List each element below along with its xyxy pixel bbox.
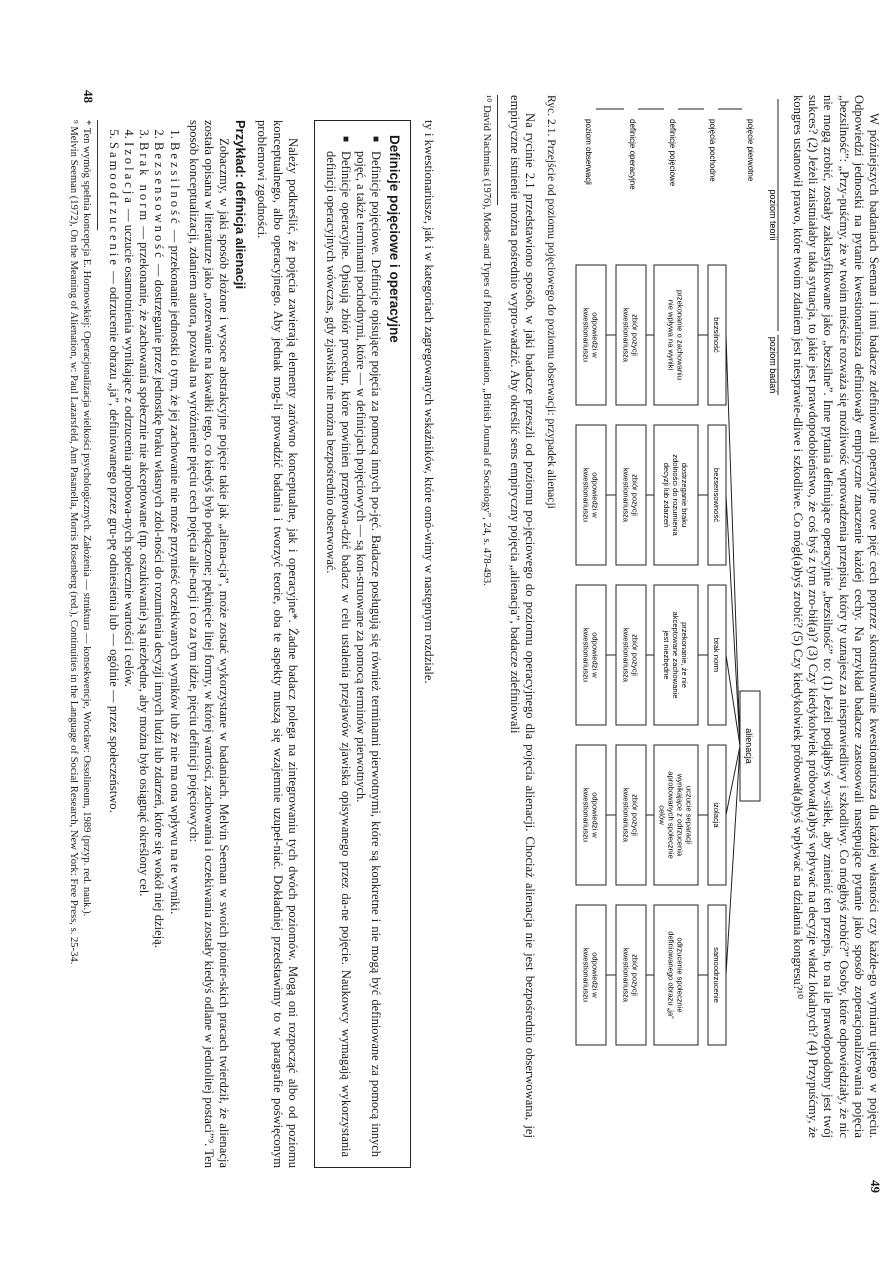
conceptual-def-text: odrzucenie społeczniedefiniowanego obrazu „ja” [666, 931, 685, 1019]
root-label: alienacja [743, 728, 754, 764]
list-text: — uczucie osamotnienia wynikające z odrzucenia aprobowa-nych społecznie wartości i celów. [121, 205, 136, 687]
page-48 [0, 0, 446, 1263]
footnote-rule [97, 120, 98, 230]
dimension-text: samoodrzucenie [711, 947, 721, 1003]
footnote-rule [497, 95, 498, 205]
conceptual-def-text: uczucie separacjiwynikające z odrzuceniaaprobowanych społeczniecelów [657, 771, 694, 859]
list-item [166, 142, 181, 1168]
definitions-list [323, 135, 383, 1157]
operational-def-text: zbiór pozycjikwestionariusza [621, 627, 640, 683]
level-data-label: poziom badań [767, 336, 778, 394]
list-term: Bezsilność [167, 142, 182, 227]
conceptual-def-text: przekonanie, że nieakceptowane zachowaniejest niezbędne [661, 611, 689, 699]
definition-conceptual: ■ Definicje pojęciowe. Definicje opisujące pojęcia za pomocą innych po-jęć. Badacze posługują się również terminami pierwotnymi, które są konkretne i nie mogą być definiowane za pomocą innych pojęć, a także terminami pochodnymi, które — w definicjach pojęciowych — są kon-struowane za pomocą terminów pierwotnych. [353, 151, 383, 1157]
observation-text: odpowiedzi wkwestionariuszu [581, 787, 600, 843]
list-term: Izolacja [121, 142, 136, 206]
observation-text: odpowiedzi wkwestionariuszu [581, 947, 600, 1003]
observation-text: odpowiedzi wkwestionariuszu [581, 627, 600, 683]
list-text: — przekonanie jednostki o tym, że jej zachowanie nie może przynieść oczekiwanych wyników lub że nie ma ona wpływu na te wyniki. [167, 226, 182, 915]
label-observation: poziom obserwacji [583, 119, 593, 185]
list-item [106, 142, 121, 1168]
list-term: Brak norm [137, 142, 152, 224]
footnote: * Ten wymóg spełnia koncepcja E. Hornowskiej: Operacjonalizacja wielkości psychologicznych. Założenia — struktura — konsekwencje, Wrocław: Ossolineum, 1989 (przyp. red. nauk.). [80, 120, 92, 917]
box-title: Definicje pojęciowe i operacyjne [386, 135, 402, 343]
body-paragraph: Zobaczmy, w jaki sposób złożone i wysoce abstrakcyjne pojęcie takie jak „aliena-cja”, może zostać wykorzystane w badaniach. Melvin Seeman w swoich pionier-skich pracach twierdził, że alienacja została opisana w literaturze jako „rozerwanie na kawałki tego, co kiedyś było połączone; pęknięcie litej formy, w której wartości, zachowania i oczekiwania zostały kiedyś odlane w jednolitej postaci”⁹. Ten sposób konceptualizacji, zdaniem autora, pozwala na wyróżnienie pięciu cech pojęcia alie-nacji i co za tym idzie, pięciu definicji pojęciowych: [186, 120, 232, 1168]
list-text: — dostrzeganie przez jednostkę braku własnych zdol-ności do rozumienia decyzji innych ludzi lub zdarzeń, które się wokół niej dzieją. [152, 260, 167, 948]
operational-def-text: zbiór pozycjikwestionariusza [621, 787, 640, 843]
figure-alienation-diagram [564, 95, 782, 1138]
label-operational: definicje operacyjne [627, 119, 637, 190]
page-49 [447, 0, 893, 1263]
section-heading: Przykład: definicja alienacji [233, 120, 249, 290]
operational-def-text: zbiór pozycjikwestionariusza [621, 947, 640, 1003]
page-number: 49 [868, 1180, 883, 1193]
body-paragraph: W późniejszych badaniach Seeman i inni badacze zdefiniowali operacyjne owe pięć cech poprzez skonstruowanie kwestionariusza dla każdej własności czy każde-go wymiaru ujętego w pojęciu. Odpowiedzi jednostki na pytanie kwestionariusza definiowały empiryczne znaczenie każdej cechy. Na przykład badacze zastosowali następujące pytanie jako sposób zoperacjonalizowania pojęcia „bezsilność”: „Przy-puśćmy, że w twoim mieście rozważa się możliwość wprowadzenia przepisu, który ty uznajesz za niesprawiedliwy i szkodliwy. Co mógłbyś zrobić?” Osoby, które odpowiedziały, że nic nie mogą zrobić, zostały zaklasyfikowane jako „bezsilne”. Inne pytania definiujące operacyjnie „bezsilność” to: (1) Jeżeli podjąłbyś wy-siłek, aby zmienić ten przepis, to na ile prawdopodobny jest twój sukces? (2) Jeżeli zaistniałaby taka sytuacja, to jakie jest prawdopodobieństwo, że coś byś z tym zro-bił(a)? (3) Czy kiedykolwiek próbował(a)byś wpływać na decyzje władz lokalnych? (4) Przypuśćmy, że kongres ustanowił prawo, które twoim zdaniem jest niesprawie-dliwe i szkodliwe. Co mógł(a)byś zrobić? (5) Czy kiedykolwiek próbował(a)byś wpływać na działania kongresu?¹⁰ [790, 95, 881, 1138]
label-primitive: pojęcie pierwotne [745, 119, 755, 182]
diagram-columns [576, 265, 740, 1045]
dimension-text: bezsensowność [711, 467, 721, 523]
definitions-box [314, 120, 411, 1168]
definition-operational: ■ Definicje operacyjne. Opisują zbiór procedur, które powinien przeprowa-dzić badacz w celu ustalenia przejawów zjawiska opisywanego przez da-ne pojęcie. Naukowcy wymagają wykorzystania definicji operacyjnych wówczas, gdy zjawiska nie można bezpośrednio obserwować. [323, 151, 353, 1157]
conceptual-def-text: dostrzeganie brakuzdolności do rozumieniadecyzji lub zdarzeń [661, 454, 689, 536]
list-term: Bezsensowność [152, 142, 167, 261]
list-item [136, 142, 151, 1168]
alienation-list [106, 120, 182, 1168]
alienation-diagram [564, 95, 782, 1135]
dimension-text: bezsilność [711, 317, 721, 353]
intro-paragraph: ty i kwestionariusze, jak i w kategoriach zagregowanych wskaźników, które omó-wimy w następnym rozdziale. [422, 120, 436, 684]
body-paragraph: Należy podkreślić, że pojęcia zawierają elementy zarówno konceptualne, jak i operacyjne*. Żadne badacz polega na zintegrowaniu tych dwóch poziomów. Mogą oni rozpocząć albo od poziomu konceptualnego, albo operacyjnego. Aby jednak mog-li prowadzić badania i tworzyć teorie, oba te aspekty muszą się wzajemnie uzupeł-niać. Dokładniej przedstawimy to w paragrafie poświęconym problemowi zgodności. [255, 120, 300, 1168]
label-derived: pojęcia pochodne [707, 119, 717, 182]
label-conceptual: definicje pojęciowe [667, 119, 677, 187]
list-item [151, 142, 166, 1168]
operational-def-text: zbiór pozycjikwestionariusza [621, 467, 640, 523]
list-text: — przekonanie, że zachowania społecznie nie akceptowane (np. oszukiwanie) są niezbędne, aby można było osiągnąć określony cel. [137, 223, 152, 897]
conceptual-def-text: przekonanie o zachowaniunie wpływa na wyniki [666, 290, 685, 380]
list-item [121, 142, 136, 1168]
list-text: — odrzucenie obrazu „ja”, definiowanego przez gru-pę odniesienia lub — ogólnie — przez społeczeństwo. [106, 267, 121, 813]
footnote: ¹⁰ David Nachmias (1976), Modes and Types of Political Alienation, „British Journal of Sociology”, 24, s. 478-493. [481, 95, 493, 586]
body-paragraph: Na rycinie 2.1 przedstawiono sposób, w jaki badacze przeszli od poziomu po-jęciowego do poziomu operacyjnego dla pojęcia alienacji. Chociaż alienacja nie jest bezpośrednio obserwowana, jej empiryczne istnienie można pośrednio wypro-wadzić. Aby określić sens empiryczny pojęcia „alienacja”, badacze zdefiniowali [507, 95, 537, 1138]
level-theory-label: poziom teorii [767, 189, 778, 241]
page-number: 48 [81, 90, 96, 103]
observation-text: odpowiedzi wkwestionariuszu [581, 307, 600, 363]
dimension-text: brak norm [711, 637, 721, 673]
dimension-text: izolacja [711, 802, 721, 828]
figure-caption: Ryc. 2.1. Przejście od poziomu pojęciowego do poziomu obserwacji: przypadek alienacji [544, 95, 558, 509]
footnote: ⁹ Melvin Seeman (1972), On the Meaning of Alienation, w: Paul Lazarsfeld, Ann Pasanella, Morris Rosenberg (red.), Continuities in the Language of Social Research, New York: Free Press, s. 25-34. [67, 120, 79, 965]
operational-def-text: zbiór pozycjikwestionariusza [621, 307, 640, 363]
observation-text: odpowiedzi wkwestionariuszu [581, 467, 600, 523]
list-term: Samoodrzucenie [106, 142, 121, 268]
